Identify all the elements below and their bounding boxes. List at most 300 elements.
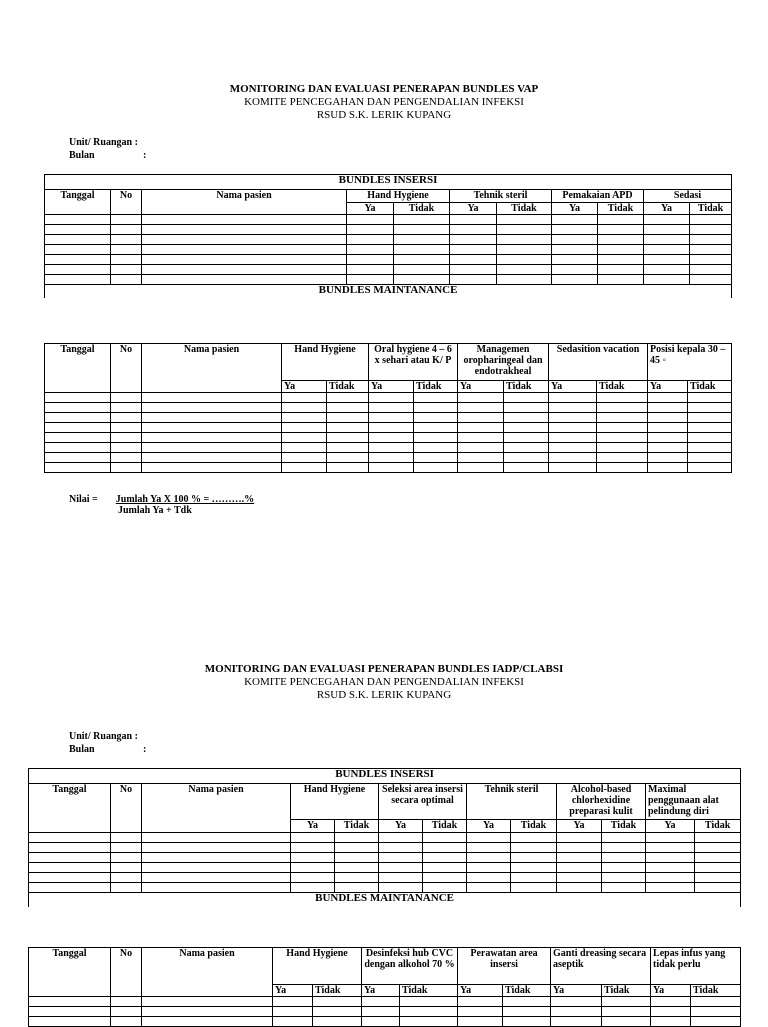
blank-cell[interactable] — [291, 853, 335, 863]
blank-cell[interactable] — [644, 275, 690, 285]
blank-cell[interactable] — [142, 863, 291, 873]
blank-cell[interactable] — [552, 275, 598, 285]
blank-cell[interactable] — [598, 225, 644, 235]
blank-cell[interactable] — [362, 1017, 400, 1027]
blank-cell[interactable] — [450, 225, 497, 235]
blank-cell[interactable] — [369, 413, 414, 423]
blank-cell[interactable] — [45, 433, 111, 443]
blank-cell[interactable] — [648, 413, 688, 423]
blank-cell[interactable] — [394, 245, 450, 255]
blank-cell[interactable] — [688, 393, 732, 403]
blank-cell[interactable] — [111, 873, 142, 883]
blank-cell[interactable] — [111, 1017, 142, 1027]
blank-cell[interactable] — [142, 997, 273, 1007]
blank-cell[interactable] — [690, 265, 732, 275]
blank-cell[interactable] — [648, 453, 688, 463]
blank-cell[interactable] — [691, 1007, 741, 1017]
blank-cell[interactable] — [414, 463, 458, 473]
blank-cell[interactable] — [602, 1007, 651, 1017]
blank-cell[interactable] — [369, 403, 414, 413]
blank-cell[interactable] — [504, 453, 549, 463]
blank-cell[interactable] — [291, 833, 335, 843]
blank-cell[interactable] — [648, 443, 688, 453]
blank-cell[interactable] — [111, 463, 142, 473]
blank-cell[interactable] — [497, 265, 552, 275]
blank-cell[interactable] — [557, 853, 602, 863]
blank-cell[interactable] — [313, 997, 362, 1007]
blank-cell[interactable] — [335, 833, 379, 843]
blank-cell[interactable] — [379, 843, 423, 853]
blank-cell[interactable] — [282, 463, 327, 473]
blank-cell[interactable] — [423, 863, 467, 873]
blank-cell[interactable] — [597, 463, 648, 473]
blank-cell[interactable] — [273, 1017, 313, 1027]
blank-cell[interactable] — [111, 443, 142, 453]
blank-cell[interactable] — [273, 997, 313, 1007]
blank-cell[interactable] — [597, 453, 648, 463]
blank-cell[interactable] — [690, 235, 732, 245]
blank-cell[interactable] — [400, 997, 458, 1007]
blank-cell[interactable] — [552, 265, 598, 275]
blank-cell[interactable] — [504, 413, 549, 423]
blank-cell[interactable] — [45, 265, 111, 275]
blank-cell[interactable] — [646, 853, 695, 863]
blank-cell[interactable] — [142, 883, 291, 893]
blank-cell[interactable] — [335, 853, 379, 863]
blank-cell[interactable] — [327, 413, 369, 423]
blank-cell[interactable] — [313, 1017, 362, 1027]
blank-cell[interactable] — [45, 225, 111, 235]
blank-cell[interactable] — [651, 1007, 691, 1017]
blank-cell[interactable] — [142, 413, 282, 423]
blank-cell[interactable] — [646, 833, 695, 843]
blank-cell[interactable] — [291, 843, 335, 853]
blank-cell[interactable] — [394, 275, 450, 285]
blank-cell[interactable] — [394, 255, 450, 265]
blank-cell[interactable] — [379, 853, 423, 863]
blank-cell[interactable] — [504, 443, 549, 453]
blank-cell[interactable] — [394, 225, 450, 235]
blank-cell[interactable] — [347, 255, 394, 265]
blank-cell[interactable] — [142, 833, 291, 843]
blank-cell[interactable] — [414, 443, 458, 453]
blank-cell[interactable] — [111, 433, 142, 443]
blank-cell[interactable] — [45, 413, 111, 423]
blank-cell[interactable] — [29, 997, 111, 1007]
blank-cell[interactable] — [557, 863, 602, 873]
blank-cell[interactable] — [379, 873, 423, 883]
blank-cell[interactable] — [598, 215, 644, 225]
blank-cell[interactable] — [282, 393, 327, 403]
blank-cell[interactable] — [695, 853, 741, 863]
blank-cell[interactable] — [644, 265, 690, 275]
blank-cell[interactable] — [142, 453, 282, 463]
blank-cell[interactable] — [557, 833, 602, 843]
blank-cell[interactable] — [327, 403, 369, 413]
blank-cell[interactable] — [273, 1007, 313, 1017]
blank-cell[interactable] — [327, 453, 369, 463]
blank-cell[interactable] — [688, 413, 732, 423]
blank-cell[interactable] — [111, 393, 142, 403]
blank-cell[interactable] — [458, 997, 503, 1007]
blank-cell[interactable] — [369, 433, 414, 443]
blank-cell[interactable] — [597, 393, 648, 403]
blank-cell[interactable] — [142, 255, 347, 265]
blank-cell[interactable] — [142, 1007, 273, 1017]
blank-cell[interactable] — [549, 463, 597, 473]
blank-cell[interactable] — [648, 403, 688, 413]
blank-cell[interactable] — [111, 843, 142, 853]
blank-cell[interactable] — [291, 873, 335, 883]
blank-cell[interactable] — [327, 423, 369, 433]
unit-label: Unit/ Ruangan : — [69, 137, 138, 148]
blank-cell[interactable] — [648, 433, 688, 443]
blank-cell[interactable] — [379, 883, 423, 893]
blank-cell[interactable] — [369, 393, 414, 403]
blank-cell[interactable] — [327, 393, 369, 403]
blank-cell[interactable] — [646, 873, 695, 883]
blank-cell[interactable] — [291, 883, 335, 893]
blank-cell[interactable] — [362, 1007, 400, 1017]
blank-cell[interactable] — [549, 443, 597, 453]
blank-cell[interactable] — [335, 863, 379, 873]
blank-cell[interactable] — [458, 433, 504, 443]
blank-cell[interactable] — [549, 433, 597, 443]
blank-cell[interactable] — [45, 235, 111, 245]
blank-cell[interactable] — [111, 863, 142, 873]
blank-cell[interactable] — [695, 873, 741, 883]
blank-cell[interactable] — [598, 255, 644, 265]
blank-cell[interactable] — [111, 1007, 142, 1017]
blank-cell[interactable] — [598, 275, 644, 285]
blank-cell[interactable] — [458, 1007, 503, 1017]
blank-cell[interactable] — [552, 235, 598, 245]
blank-cell[interactable] — [142, 215, 347, 225]
form1-title: MONITORING DAN EVALUASI PENERAPAN BUNDLES VAP — [229, 83, 539, 95]
blank-cell[interactable] — [347, 265, 394, 275]
blank-cell[interactable] — [313, 1007, 362, 1017]
blank-cell[interactable] — [597, 433, 648, 443]
blank-cell[interactable] — [648, 463, 688, 473]
blank-cell[interactable] — [142, 393, 282, 403]
blank-cell[interactable] — [467, 863, 511, 873]
blank-cell[interactable] — [497, 225, 552, 235]
blank-cell[interactable] — [142, 403, 282, 413]
blank-cell[interactable] — [651, 997, 691, 1007]
blank-cell[interactable] — [142, 433, 282, 443]
blank-cell[interactable] — [450, 265, 497, 275]
blank-cell[interactable] — [602, 883, 646, 893]
blank-cell[interactable] — [690, 245, 732, 255]
blank-cell[interactable] — [379, 833, 423, 843]
blank-cell[interactable] — [29, 853, 111, 863]
blank-cell[interactable] — [45, 393, 111, 403]
blank-cell[interactable] — [688, 463, 732, 473]
blank-cell[interactable] — [504, 463, 549, 473]
blank-cell[interactable] — [414, 393, 458, 403]
blank-cell[interactable] — [602, 997, 651, 1007]
blank-cell[interactable] — [458, 423, 504, 433]
blank-cell[interactable] — [142, 443, 282, 453]
blank-cell[interactable] — [557, 843, 602, 853]
blank-cell[interactable] — [458, 413, 504, 423]
blank-cell[interactable] — [282, 403, 327, 413]
blank-cell[interactable] — [602, 873, 646, 883]
blank-cell[interactable] — [467, 833, 511, 843]
blank-cell[interactable] — [423, 873, 467, 883]
blank-cell[interactable] — [450, 215, 497, 225]
blank-cell[interactable] — [29, 873, 111, 883]
blank-cell[interactable] — [511, 863, 557, 873]
blank-cell[interactable] — [282, 433, 327, 443]
blank-cell[interactable] — [552, 255, 598, 265]
blank-cell[interactable] — [504, 403, 549, 413]
blank-cell[interactable] — [111, 853, 142, 863]
blank-cell[interactable] — [688, 443, 732, 453]
blank-cell[interactable] — [369, 423, 414, 433]
blank-cell[interactable] — [646, 843, 695, 853]
blank-cell[interactable] — [504, 433, 549, 443]
blank-cell[interactable] — [503, 997, 551, 1007]
blank-cell[interactable] — [551, 1017, 602, 1027]
blank-cell[interactable] — [282, 423, 327, 433]
blank-cell[interactable] — [45, 215, 111, 225]
blank-cell[interactable] — [695, 833, 741, 843]
blank-cell[interactable] — [695, 863, 741, 873]
blank-cell[interactable] — [29, 843, 111, 853]
blank-cell[interactable] — [511, 833, 557, 843]
blank-cell[interactable] — [423, 843, 467, 853]
blank-cell[interactable] — [29, 883, 111, 893]
blank-cell[interactable] — [369, 453, 414, 463]
blank-cell[interactable] — [602, 1017, 651, 1027]
blank-cell[interactable] — [549, 423, 597, 433]
blank-cell[interactable] — [347, 225, 394, 235]
blank-cell[interactable] — [552, 245, 598, 255]
blank-cell[interactable] — [511, 853, 557, 863]
blank-cell[interactable] — [335, 843, 379, 853]
blank-cell[interactable] — [597, 413, 648, 423]
blank-cell[interactable] — [111, 883, 142, 893]
blank-cell[interactable] — [695, 843, 741, 853]
blank-cell[interactable] — [467, 883, 511, 893]
blank-cell[interactable] — [458, 393, 504, 403]
blank-cell[interactable] — [648, 393, 688, 403]
blank-cell[interactable] — [497, 215, 552, 225]
blank-cell[interactable] — [644, 215, 690, 225]
blank-cell[interactable] — [142, 245, 347, 255]
blank-cell[interactable] — [379, 863, 423, 873]
blank-cell[interactable] — [327, 443, 369, 453]
blank-cell[interactable] — [282, 453, 327, 463]
blank-cell[interactable] — [414, 423, 458, 433]
blank-cell[interactable] — [29, 863, 111, 873]
blank-cell[interactable] — [111, 215, 142, 225]
blank-cell[interactable] — [414, 413, 458, 423]
blank-cell[interactable] — [414, 433, 458, 443]
blank-cell[interactable] — [646, 863, 695, 873]
blank-cell[interactable] — [423, 853, 467, 863]
blank-cell[interactable] — [45, 255, 111, 265]
blank-cell[interactable] — [45, 443, 111, 453]
blank-cell[interactable] — [511, 873, 557, 883]
blank-cell[interactable] — [45, 423, 111, 433]
blank-cell[interactable] — [598, 235, 644, 245]
blank-cell[interactable] — [688, 423, 732, 433]
blank-cell[interactable] — [142, 873, 291, 883]
blank-cell[interactable] — [458, 463, 504, 473]
blank-cell[interactable] — [111, 413, 142, 423]
blank-cell[interactable] — [335, 873, 379, 883]
blank-cell[interactable] — [111, 997, 142, 1007]
blank-cell[interactable] — [282, 413, 327, 423]
blank-cell[interactable] — [282, 443, 327, 453]
blank-cell[interactable] — [504, 423, 549, 433]
blank-cell[interactable] — [458, 443, 504, 453]
blank-cell[interactable] — [45, 463, 111, 473]
blank-cell[interactable] — [511, 843, 557, 853]
blank-cell[interactable] — [688, 453, 732, 463]
blank-cell[interactable] — [597, 403, 648, 413]
blank-cell[interactable] — [327, 433, 369, 443]
blank-cell[interactable] — [551, 997, 602, 1007]
blank-cell[interactable] — [394, 215, 450, 225]
blank-cell[interactable] — [552, 215, 598, 225]
blank-cell[interactable] — [450, 245, 497, 255]
blank-cell[interactable] — [111, 453, 142, 463]
blank-cell[interactable] — [549, 413, 597, 423]
blank-cell[interactable] — [142, 225, 347, 235]
blank-cell[interactable] — [688, 403, 732, 413]
blank-cell[interactable] — [503, 1007, 551, 1017]
blank-cell[interactable] — [552, 225, 598, 235]
blank-cell[interactable] — [503, 1017, 551, 1027]
blank-cell[interactable] — [347, 245, 394, 255]
blank-cell[interactable] — [142, 463, 282, 473]
blank-cell[interactable] — [497, 235, 552, 245]
blank-cell[interactable] — [142, 265, 347, 275]
blank-cell[interactable] — [458, 1017, 503, 1027]
blank-cell[interactable] — [45, 245, 111, 255]
blank-cell[interactable] — [644, 255, 690, 265]
blank-cell[interactable] — [504, 393, 549, 403]
blank-cell[interactable] — [497, 245, 552, 255]
blank-cell[interactable] — [644, 245, 690, 255]
blank-cell[interactable] — [400, 1017, 458, 1027]
blank-cell[interactable] — [646, 883, 695, 893]
blank-cell[interactable] — [511, 883, 557, 893]
blank-cell[interactable] — [549, 393, 597, 403]
blank-cell[interactable] — [142, 235, 347, 245]
blank-cell[interactable] — [467, 843, 511, 853]
blank-cell[interactable] — [497, 255, 552, 265]
blank-cell[interactable] — [111, 275, 142, 285]
blank-cell[interactable] — [598, 265, 644, 275]
blank-cell[interactable] — [602, 833, 646, 843]
blank-cell[interactable] — [423, 833, 467, 843]
blank-cell[interactable] — [111, 833, 142, 843]
blank-cell[interactable] — [400, 1007, 458, 1017]
blank-cell[interactable] — [347, 235, 394, 245]
blank-cell[interactable] — [549, 403, 597, 413]
blank-cell[interactable] — [111, 265, 142, 275]
blank-cell[interactable] — [695, 883, 741, 893]
blank-cell[interactable] — [651, 1017, 691, 1027]
blank-cell[interactable] — [111, 225, 142, 235]
blank-cell[interactable] — [142, 1017, 273, 1027]
blank-cell[interactable] — [414, 403, 458, 413]
blank-cell[interactable] — [467, 853, 511, 863]
blank-cell[interactable] — [111, 245, 142, 255]
blank-cell[interactable] — [602, 863, 646, 873]
blank-cell[interactable] — [327, 463, 369, 473]
blank-cell[interactable] — [450, 275, 497, 285]
blank-cell[interactable] — [369, 463, 414, 473]
blank-cell[interactable] — [597, 443, 648, 453]
blank-cell[interactable] — [551, 1007, 602, 1017]
blank-cell[interactable] — [45, 275, 111, 285]
blank-cell[interactable] — [597, 423, 648, 433]
blank-cell[interactable] — [111, 235, 142, 245]
blank-cell[interactable] — [497, 275, 552, 285]
blank-cell[interactable] — [598, 245, 644, 255]
blank-cell[interactable] — [557, 873, 602, 883]
blank-cell[interactable] — [688, 433, 732, 443]
blank-cell[interactable] — [29, 833, 111, 843]
blank-cell[interactable] — [111, 403, 142, 413]
blank-cell[interactable] — [394, 235, 450, 245]
blank-cell[interactable] — [142, 275, 347, 285]
blank-cell[interactable] — [142, 843, 291, 853]
blank-cell[interactable] — [690, 255, 732, 265]
blank-cell[interactable] — [29, 1007, 111, 1017]
blank-cell[interactable] — [29, 1017, 111, 1027]
blank-cell[interactable] — [557, 883, 602, 893]
blank-cell[interactable] — [111, 255, 142, 265]
blank-cell[interactable] — [450, 235, 497, 245]
blank-cell[interactable] — [369, 443, 414, 453]
blank-cell[interactable] — [362, 997, 400, 1007]
blank-cell[interactable] — [690, 215, 732, 225]
blank-cell[interactable] — [45, 453, 111, 463]
blank-cell[interactable] — [142, 853, 291, 863]
blank-cell[interactable] — [549, 453, 597, 463]
blank-cell[interactable] — [644, 225, 690, 235]
blank-cell[interactable] — [602, 853, 646, 863]
blank-cell[interactable] — [644, 235, 690, 245]
blank-cell[interactable] — [394, 265, 450, 275]
blank-cell[interactable] — [347, 275, 394, 285]
blank-cell[interactable] — [690, 225, 732, 235]
blank-cell[interactable] — [458, 403, 504, 413]
blank-cell[interactable] — [691, 1017, 741, 1027]
blank-cell[interactable] — [414, 453, 458, 463]
blank-cell[interactable] — [335, 883, 379, 893]
blank-cell[interactable] — [423, 883, 467, 893]
blank-cell[interactable] — [458, 453, 504, 463]
blank-cell[interactable] — [291, 863, 335, 873]
blank-cell[interactable] — [142, 423, 282, 433]
blank-cell[interactable] — [648, 423, 688, 433]
blank-cell[interactable] — [690, 275, 732, 285]
blank-cell[interactable] — [347, 215, 394, 225]
blank-cell[interactable] — [467, 873, 511, 883]
blank-cell[interactable] — [45, 403, 111, 413]
blank-cell[interactable] — [691, 997, 741, 1007]
blank-cell[interactable] — [450, 255, 497, 265]
blank-cell[interactable] — [602, 843, 646, 853]
blank-cell[interactable] — [111, 423, 142, 433]
